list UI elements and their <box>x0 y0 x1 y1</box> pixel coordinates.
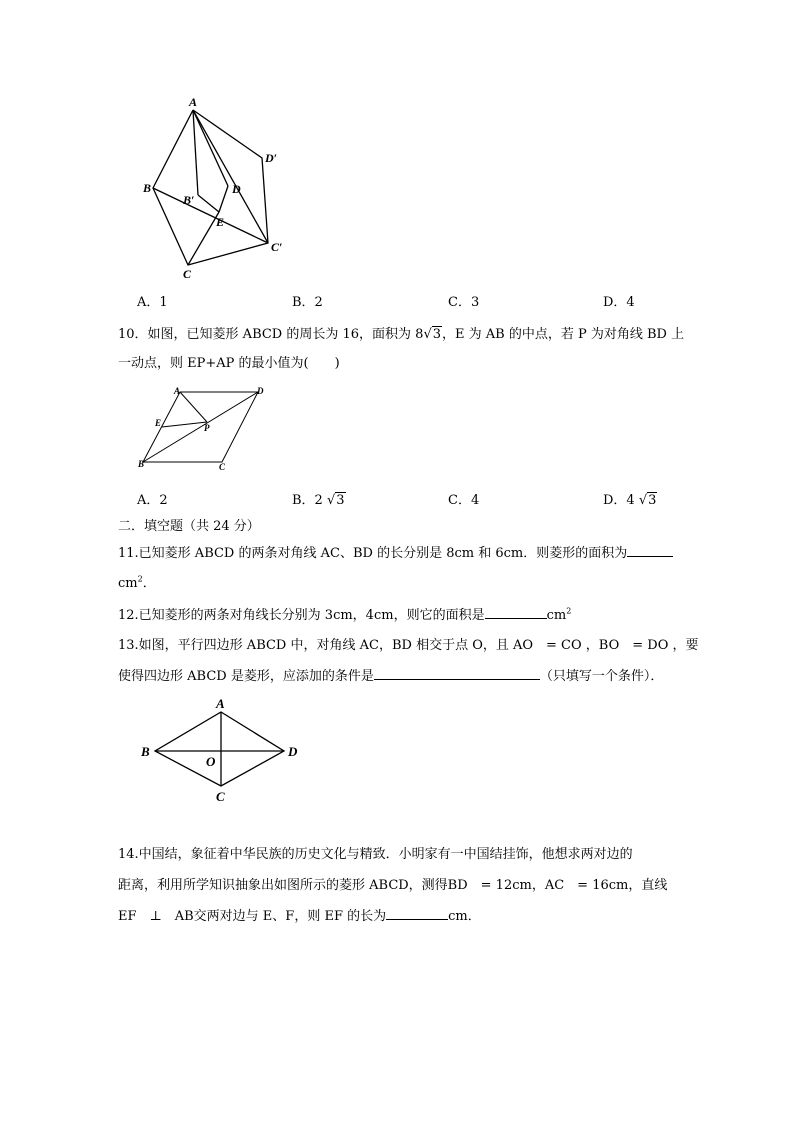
q10-line1 <box>118 323 684 342</box>
label-E: E <box>216 215 225 229</box>
q14-line1: 14.中国结，象征着中华民族的历史文化与精致．小明家有一中国结挂饰，他想求两对边的 <box>118 847 633 862</box>
label-A: A <box>216 696 225 711</box>
q10-option-c[interactable]: C．4 <box>448 493 480 508</box>
label-D: D <box>288 744 298 759</box>
label-B: B <box>138 459 145 469</box>
q9-option-c[interactable]: C．3 <box>448 295 480 310</box>
q13-line1: 13.如图，平行四边形 ABCD 中，对角线 AC，BD 相交于点 O，且 AO = CO ，BO = DO ，要 <box>118 638 699 653</box>
label-C-prime: C′ <box>271 240 283 254</box>
label-D-prime: D′ <box>265 151 278 165</box>
label-E: E <box>155 418 162 428</box>
sqrt-symbol: √3 <box>326 493 345 508</box>
label-C: C <box>219 462 226 472</box>
label-D: D <box>232 182 241 196</box>
answer-blank[interactable] <box>386 907 448 920</box>
figure-q10 <box>135 382 270 472</box>
answer-blank[interactable] <box>485 606 547 619</box>
q10-line2: 一动点，则 EP+AP 的最小值为( ) <box>118 356 340 371</box>
q10-option-a[interactable]: A．2 <box>137 493 168 508</box>
q10-text-post: ，E 为 AB 的中点，若 P 为对角线 BD 上 <box>442 327 685 342</box>
q11-line2: $cm^2$． <box>118 574 156 591</box>
figure-q9 <box>130 90 300 285</box>
q10-option-b[interactable]: B．2 √3 <box>292 493 345 508</box>
sqrt-symbol: √3 <box>423 327 442 342</box>
q10-options <box>0 489 794 509</box>
q14-line2: 距离，利用所学知识抽象出如图所示的菱形 ABCD，测得BD = 12cm，AC = 16cm，直线 <box>118 878 668 893</box>
label-B-prime: B′ <box>183 193 195 207</box>
label-P: P <box>204 423 210 433</box>
label-A: A <box>174 386 181 396</box>
q10-text-pre: 10．如图，已知菱形 ABCD 的周长为 16，面积为 8 <box>118 327 424 342</box>
q10-option-d[interactable]: D．4 √3 <box>603 493 657 508</box>
label-C: C <box>216 789 225 804</box>
q9-option-d[interactable]: D．4 <box>603 295 635 310</box>
answer-blank[interactable] <box>374 667 540 680</box>
q9-option-a[interactable]: A．1 <box>137 295 168 310</box>
label-D: D <box>257 386 264 396</box>
figure-q13 <box>135 693 310 808</box>
answer-blank[interactable] <box>627 544 673 557</box>
label-A: A <box>189 95 198 109</box>
q14-line3: EF ⊥ AB交两对边与 E、F，则 EF 的长为 cm． <box>118 909 481 924</box>
label-O: O <box>206 754 216 769</box>
q9-options <box>0 291 794 311</box>
q9-option-b[interactable]: B．2 <box>292 295 323 310</box>
q13-line2: 使得四边形 ABCD 是菱形，应添加的条件是 （只填写一个条件）． <box>118 669 664 684</box>
section-heading: 二．填空题（共 24 分） <box>118 519 260 534</box>
label-B: B <box>141 744 150 759</box>
sqrt-symbol: √3 <box>638 493 657 508</box>
label-C: C <box>183 267 192 281</box>
q11-line1: 11.已知菱形 ABCD 的两条对角线 AC、BD 的长分别是 8cm 和 6cm．则菱形的面积为 <box>118 542 673 561</box>
q12-line: 12.已知菱形的两条对角线长分别为 3cm，4cm，则它的面积是 $cm^2$ <box>118 606 572 623</box>
label-B: B <box>143 181 152 195</box>
